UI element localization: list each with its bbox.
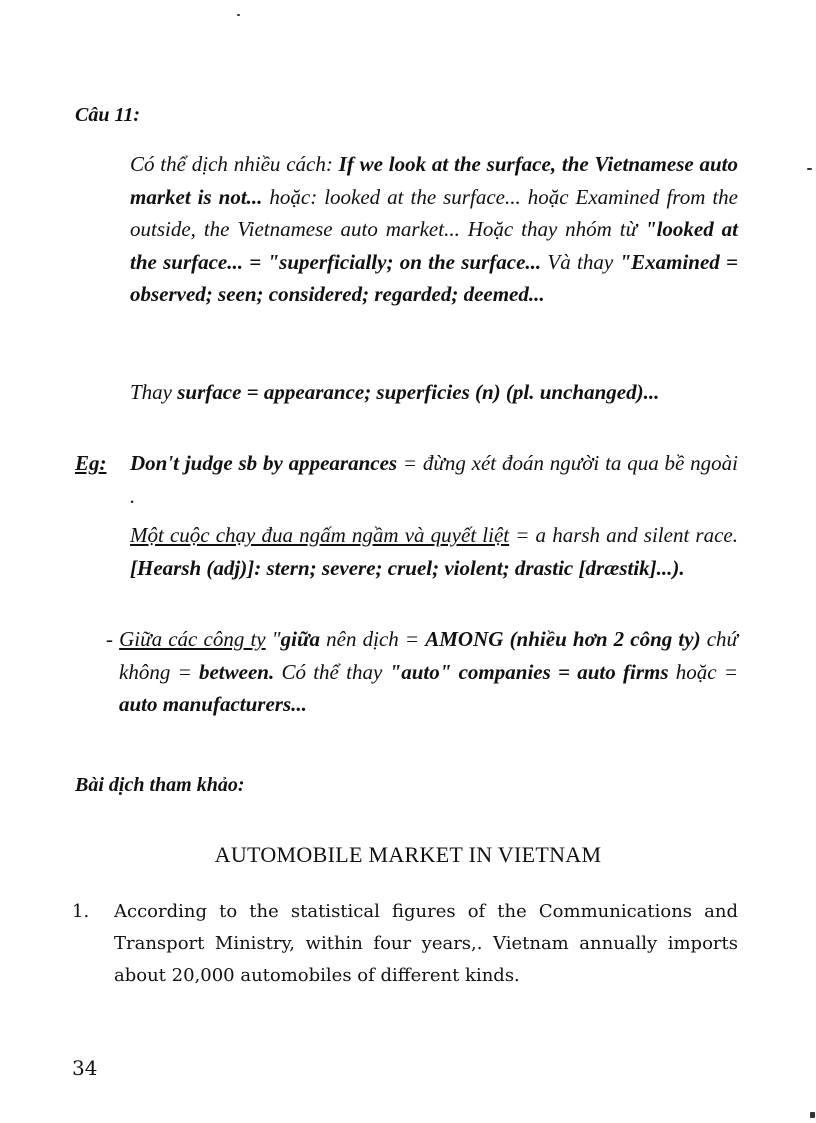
bold-phrase: between. [198,659,275,684]
question-11-heading: Câu 11: [75,104,141,126]
text-span: hoặc: looked at the surface... hoặc Examined from the outside, the Vietnamese auto market... Hoặc thay nhóm từ [130,184,738,241]
text-span: Và thay [541,249,620,274]
translation-title: AUTOMOBILE MARKET IN VIETNAM [214,842,602,867]
text-span: nên dịch = [320,627,426,651]
text-span: hoặc = [668,659,738,684]
explanation-paragraph-1 [130,148,738,311]
explanation-paragraph-2 [130,376,738,409]
paragraph-text: According to the statistical figures of the Communications and Transport Ministry, within four years,. Vietnam annually imports about 20,000 automobiles of different kinds. [114,901,738,986]
bold-phrase: "Examined = observed; seen; considered; regarded; deemed... [130,249,738,306]
text-span: = a harsh and silent race. [509,523,738,547]
bold-phrase: If we look at the surface, the Vietnamese auto market is not... [130,152,739,209]
text-span: " [265,627,281,651]
example-label: Eg: [75,451,107,475]
list-dash: - [106,627,120,651]
text-span: Thay [130,380,178,404]
paragraph-number: 1. [72,901,90,922]
text-span: chứ không = [119,627,739,684]
bold-phrase: "auto" companies = auto firms [389,659,669,684]
bold-phrase: "looked at the surface... = "superficially; on the surface... [130,217,738,274]
text-span: = đừng xét đoán người ta qua bề ngoài . [130,451,739,508]
explanation-paragraph-3 [130,519,738,584]
page-number: 34 [72,1056,98,1080]
scan-speck [810,1112,815,1118]
reference-translation-heading: Bài dịch tham khảo: [75,774,245,796]
bold-phrase: giữa [280,627,321,651]
scan-speck [237,14,240,16]
bold-phrase: auto manufacturers... [119,692,307,716]
scan-speck [807,168,812,170]
text-span: Có thể thay [274,659,390,684]
example-paragraph [130,447,738,512]
underlined-phrase: Giữa các công ty [119,627,266,651]
text-span: Có thể dịch nhiều cách: [130,152,339,176]
bold-phrase: Don't judge sb by appearances [130,451,398,475]
numbered-paragraph-1 [72,896,738,992]
bold-phrase: [Hearsh (adj)]: stern; severe; cruel; violent; drastic [dræstik]...). [130,555,685,580]
underlined-phrase: Một cuộc chạy đua ngấm ngầm và quyết liệt [130,523,510,547]
bold-phrase: surface = appearance; superficies (n) (pl. unchanged)... [177,380,660,404]
bold-phrase: AMONG (nhiều hơn 2 công ty) [425,627,701,651]
explanation-paragraph-4 [106,623,739,721]
